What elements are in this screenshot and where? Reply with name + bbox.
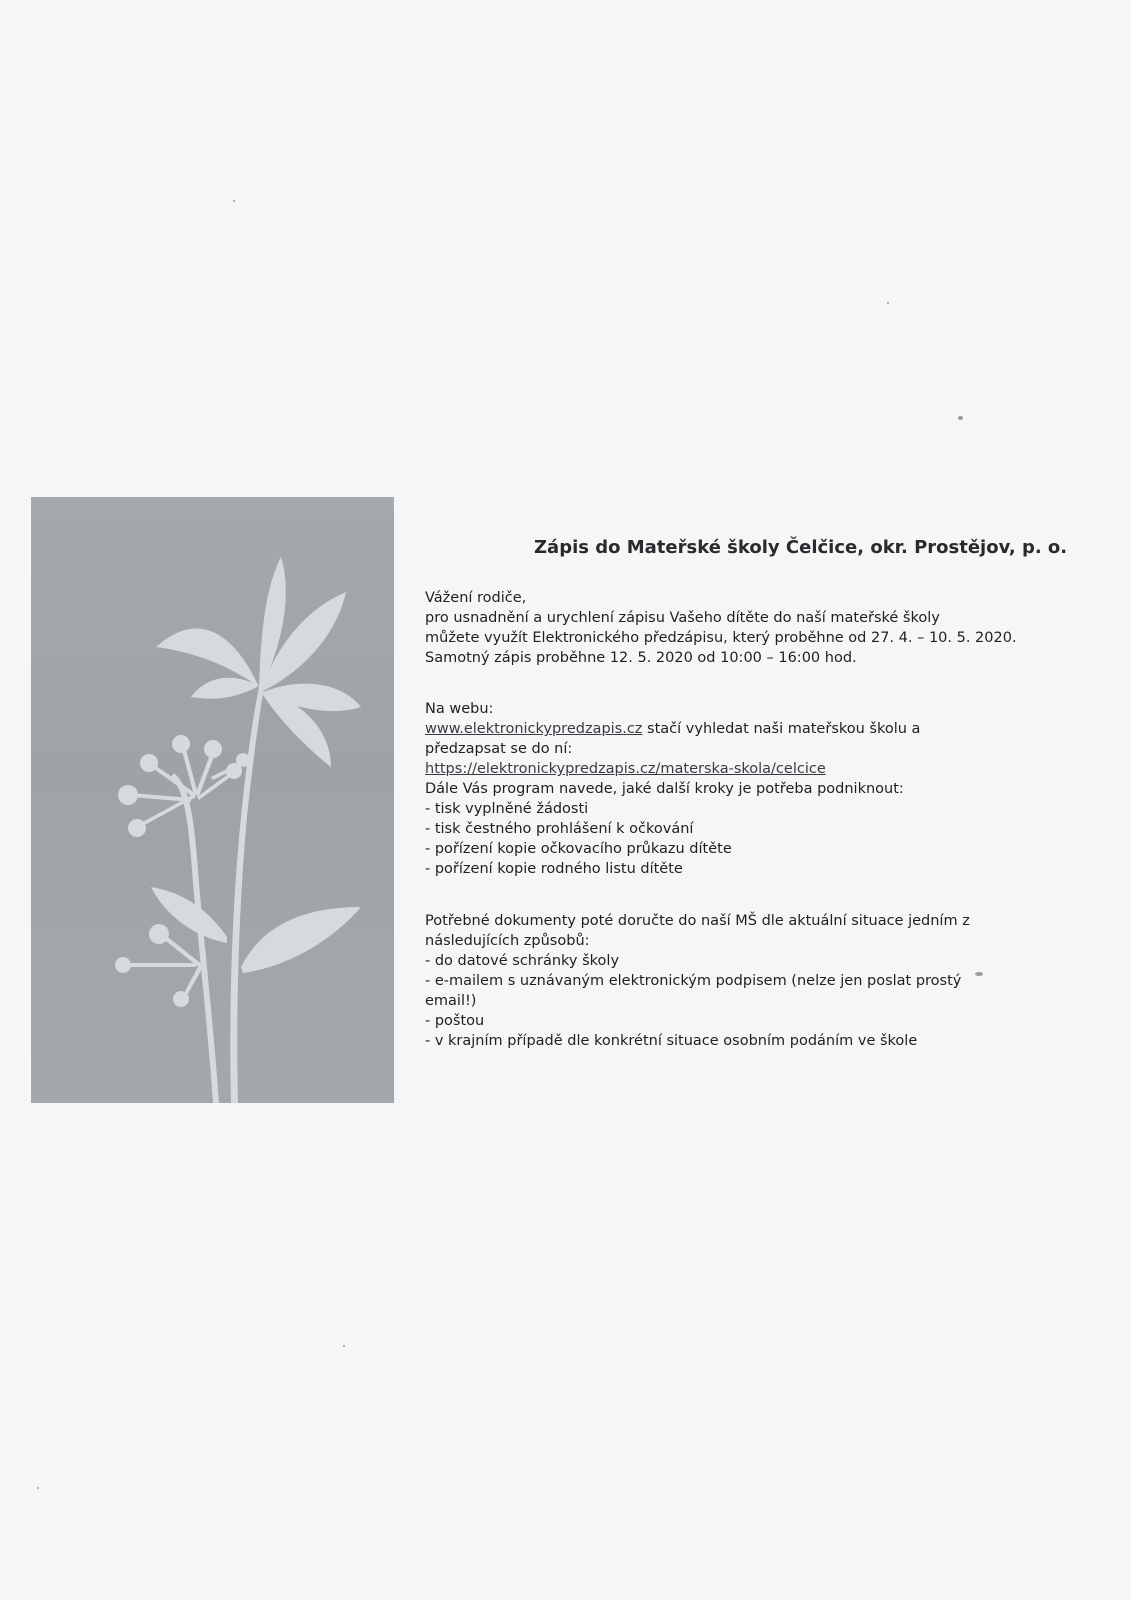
web-site-line xyxy=(425,719,1045,739)
scan-speck xyxy=(887,302,889,304)
plant-icon xyxy=(31,497,394,1103)
greeting-line: Vážení rodiče, xyxy=(425,590,527,606)
scan-speck xyxy=(958,416,963,420)
greeting-line: Samotný zápis proběhne 12. 5. 2020 od 10:00 – 16:00 hod. xyxy=(425,650,857,666)
method-item: - poštou xyxy=(425,1013,485,1029)
documents-paragraph xyxy=(425,911,1045,1051)
school-link[interactable]: https://elektronickypredzapis.cz/materska-skola/celcice xyxy=(425,761,826,777)
greeting-paragraph xyxy=(425,588,1045,668)
scan-speck xyxy=(343,1345,345,1347)
scan-speck xyxy=(975,972,983,976)
step-item: - tisk vyplněné žádosti xyxy=(425,801,589,817)
method-item: - e-mailem s uznávaným elektronickým podpisem (nelze jen poslat prostý xyxy=(425,973,962,989)
document-title: Zápis do Mateřské školy Čelčice, okr. Prostějov, p. o. xyxy=(534,537,1068,558)
greeting-line: můžete využít Elektronického předzápisu, který proběhne od 27. 4. – 10. 5. 2020. xyxy=(425,630,1017,646)
method-item: - do datové schránky školy xyxy=(425,953,620,969)
method-item: email!) xyxy=(425,993,477,1009)
web-instructions xyxy=(425,699,1045,879)
step-item: - tisk čestného prohlášení k očkování xyxy=(425,821,694,837)
greeting-line: pro usnadnění a urychlení zápisu Vašeho dítěte do naší mateřské školy xyxy=(425,610,940,626)
site-link[interactable]: www.elektronickypredzapis.cz xyxy=(425,721,643,737)
scan-speck xyxy=(233,200,235,202)
step-item: - pořízení kopie rodného listu dítěte xyxy=(425,861,683,877)
site-text: stačí vyhledat naši mateřskou školu a xyxy=(642,721,921,737)
plant-illustration xyxy=(31,497,394,1103)
scan-speck xyxy=(37,1487,39,1489)
web-heading: Na webu: xyxy=(425,701,494,717)
documents-intro: Potřebné dokumenty poté doručte do naší MŠ dle aktuální situace jedním z xyxy=(425,913,970,929)
school-link-line xyxy=(425,759,1045,779)
web-line-2: předzapsat se do ní: xyxy=(425,741,573,757)
steps-intro: Dále Vás program navede, jaké další kroky je potřeba podniknout: xyxy=(425,781,904,797)
documents-intro: následujících způsobů: xyxy=(425,933,590,949)
step-item: - pořízení kopie očkovacího průkazu dítěte xyxy=(425,841,732,857)
method-item: - v krajním případě dle konkrétní situace osobním podáním ve škole xyxy=(425,1033,918,1049)
